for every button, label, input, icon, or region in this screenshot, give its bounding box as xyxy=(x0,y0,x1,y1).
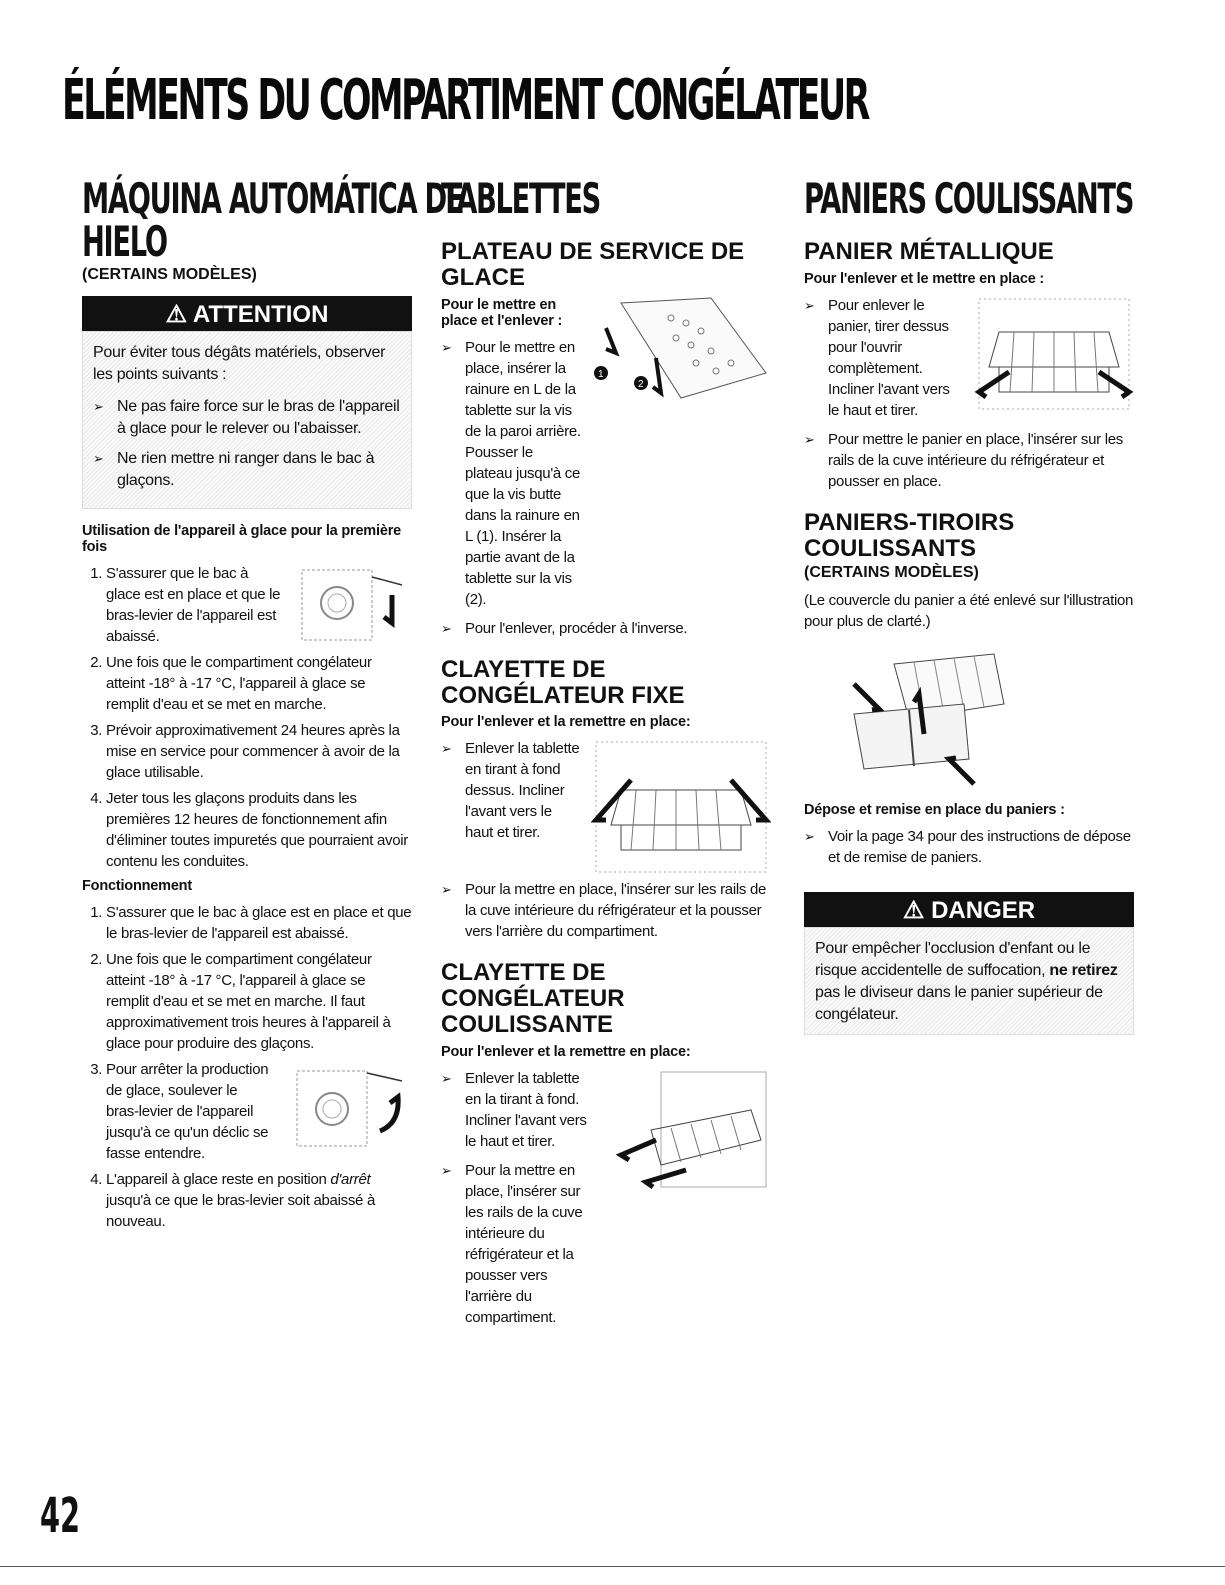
ice-maker-heading-line1: MÁQUINA AUTOMÁTICA DE xyxy=(82,174,464,223)
attention-item: ➢ Ne rien mettre ni ranger dans le bac à glaçons. xyxy=(93,448,401,492)
arrow-bullet-icon: ➢ xyxy=(804,297,815,313)
danger-box xyxy=(804,892,1134,1035)
sliding-shelf-lead: Pour l'enlever et la remettre en place: xyxy=(441,1044,691,1061)
ice-maker-subheading: (CERTAINS MODÈLES) xyxy=(82,265,257,283)
arrow-bullet-icon: ➢ xyxy=(441,882,452,898)
ice-tray-title: PLATEAU DE SERVICE DE GLACE xyxy=(441,237,745,291)
arrow-bullet-icon: ➢ xyxy=(441,1163,452,1179)
baskets-heading: PANIERS COULISSANTS xyxy=(804,174,1134,223)
operation-title: Fonctionnement xyxy=(82,877,192,894)
ice-tray-item: ➢ Pour l'enlever, procéder à l'inverse. xyxy=(441,619,688,637)
list-item: 1. S'assurer que le bac à glace est en place et que le bras-levier de l'appareil est abaissé. xyxy=(106,563,412,647)
list-item: 4. Jeter tous les glaçons produits dans les premières 12 heures de fonctionnement afin d'éliminer toutes impuretés que pourraient avoir contenu les conduites. xyxy=(106,788,412,872)
attention-item: ➢ Ne pas faire force sur le bras de l'appareil à glace pour le relever ou l'abaisser. xyxy=(93,396,401,440)
fixed-shelf-item: ➢ Pour la mettre en place, l'insérer sur les rails de la cuve intérieure du réfrigérateur et la pousser vers l'arrière du compartiment. xyxy=(441,881,767,941)
ice-maker-lowered-illustration xyxy=(292,565,412,645)
ice-tray-item: ➢ Pour le mettre en place, insérer la rainure en L de la tablette sur la vis de la paroi arrière. Pousser le plateau jusqu'à ce que la vis butte dans la rainure en L (1). Insérer la partie avant de la tablette sur la vis (2). xyxy=(441,338,581,608)
svg-text:1: 1 xyxy=(598,368,604,380)
list-item: 3. Pour arrêter la production de glace, soulever le bras-levier de l'appareil jusqu'à ce qu'un déclic se fasse entendre. xyxy=(106,1059,412,1164)
drawer-baskets-item: ➢ Voir la page 34 pour des instructions de dépose et de remise de paniers. xyxy=(804,827,1131,866)
wire-basket-item: ➢ Pour mettre le panier en place, l'insérer sur les rails de la cuve intérieure du réfrigérateur et pousser en place. xyxy=(804,430,1123,490)
arrow-bullet-icon: ➢ xyxy=(441,1071,452,1087)
bottom-divider xyxy=(0,1566,1225,1567)
attention-title: ⚠ ATTENTION xyxy=(82,296,412,331)
fixed-shelf-item: ➢ Enlever la tablette en tirant à fond dessus. Incliner l'avant vers le haut et tirer. xyxy=(441,740,580,842)
sliding-shelf-title: CLAYETTE DE CONGÉLATEUR COULISSANTE xyxy=(441,959,625,1039)
operation-list xyxy=(82,902,412,1232)
column-baskets xyxy=(804,174,1134,1035)
attention-intro: Pour éviter tous dégâts matériels, observer les points suivants : xyxy=(93,343,386,383)
wire-basket-title: PANIER MÉTALLIQUE xyxy=(804,237,1054,265)
fixed-shelf-title: CLAYETTE DE CONGÉLATEUR FIXE xyxy=(441,655,685,709)
sliding-shelf-item: ➢ Enlever la tablette en la tirant à fond. Incliner l'avant vers le haut et tirer. xyxy=(441,1070,587,1151)
arrow-bullet-icon: ➢ xyxy=(93,450,104,466)
arrow-bullet-icon: ➢ xyxy=(804,828,815,844)
page-number: 42 xyxy=(40,1488,81,1544)
wire-basket-lead: Pour l'enlever et le mettre en place : xyxy=(804,270,1045,287)
column-shelves xyxy=(441,174,771,1336)
sliding-shelf-illustration xyxy=(601,1070,771,1190)
ice-service-tray-illustration xyxy=(591,293,771,403)
ice-maker-heading-line2: HIELO xyxy=(82,216,167,266)
usage-title: Utilisation de l'appareil à glace pour la première fois xyxy=(82,522,401,555)
wire-basket-item: ➢ Pour enlever le panier, tirer dessus pour l'ouvrir complètement. Incliner l'avant vers le haut et tirer. xyxy=(804,296,950,419)
list-item: 4. L'appareil à glace reste en position d'arrêt jusqu'à ce que le bras-levier soit abaissé à nouveau. xyxy=(106,1169,412,1232)
shelves-heading: TABLETTES xyxy=(441,174,600,223)
page-title: ÉLÉMENTS DU COMPARTIMENT CONGÉLATEUR xyxy=(62,68,868,133)
ice-tray-lead: Pour le mettre en place et l'enlever : xyxy=(441,296,563,329)
drawer-baskets-lead: Dépose et remise en place du paniers : xyxy=(804,801,1065,818)
wire-basket-illustration xyxy=(974,297,1134,412)
arrow-bullet-icon: ➢ xyxy=(441,620,452,636)
arrow-bullet-icon: ➢ xyxy=(93,398,104,414)
danger-title: ⚠ DANGER xyxy=(804,892,1134,927)
usage-list xyxy=(82,563,412,872)
fixed-shelf-lead: Pour l'enlever et la remettre en place: xyxy=(441,714,691,731)
drawer-baskets-title: PANIERS-TIROIRS COULISSANTS xyxy=(804,508,1015,562)
drawer-baskets-illustration xyxy=(834,644,1014,794)
list-item: 3. Prévoir approximativement 24 heures après la mise en service pour commencer à avoir de la glace utilisable. xyxy=(106,720,412,783)
list-item: 1. S'assurer que le bac à glace est en place et que le bras-levier de l'appareil est abaissé. xyxy=(106,902,412,944)
column-ice-maker xyxy=(82,174,464,1238)
attention-box xyxy=(82,296,412,509)
danger-text: Pour empêcher l'occlusion d'enfant ou le risque accidentelle de suffocation, ne retirez pas le diviseur dans le panier supérieur de congélateur. xyxy=(815,939,1118,1023)
drawer-baskets-subtitle: (CERTAINS MODÈLES) xyxy=(804,563,979,581)
svg-text:2: 2 xyxy=(638,378,644,390)
list-item: 2. Une fois que le compartiment congélateur atteint -18° à -17 °C, l'appareil à glace se remplit d'eau et se met en marche. xyxy=(106,652,412,715)
arrow-bullet-icon: ➢ xyxy=(441,339,452,355)
ice-maker-raised-illustration xyxy=(282,1061,412,1151)
list-item: 2. Une fois que le compartiment congélateur atteint -18° à -17 °C, l'appareil à glace se remplit d'eau et se met en marche. Il faut approximativement trois heures à l'appareil à glace pour produire des glaçons. xyxy=(106,949,412,1054)
fixed-shelf-illustration xyxy=(591,740,771,875)
arrow-bullet-icon: ➢ xyxy=(804,431,815,447)
arrow-bullet-icon: ➢ xyxy=(441,741,452,757)
sliding-shelf-item: ➢ Pour la mettre en place, l'insérer sur les rails de la cuve intérieure du réfrigérateur et la pousser vers l'arrière du compartiment. xyxy=(441,1162,583,1327)
drawer-baskets-note: (Le couvercle du panier a été enlevé sur l'illustration pour plus de clarté.) xyxy=(804,591,1134,630)
